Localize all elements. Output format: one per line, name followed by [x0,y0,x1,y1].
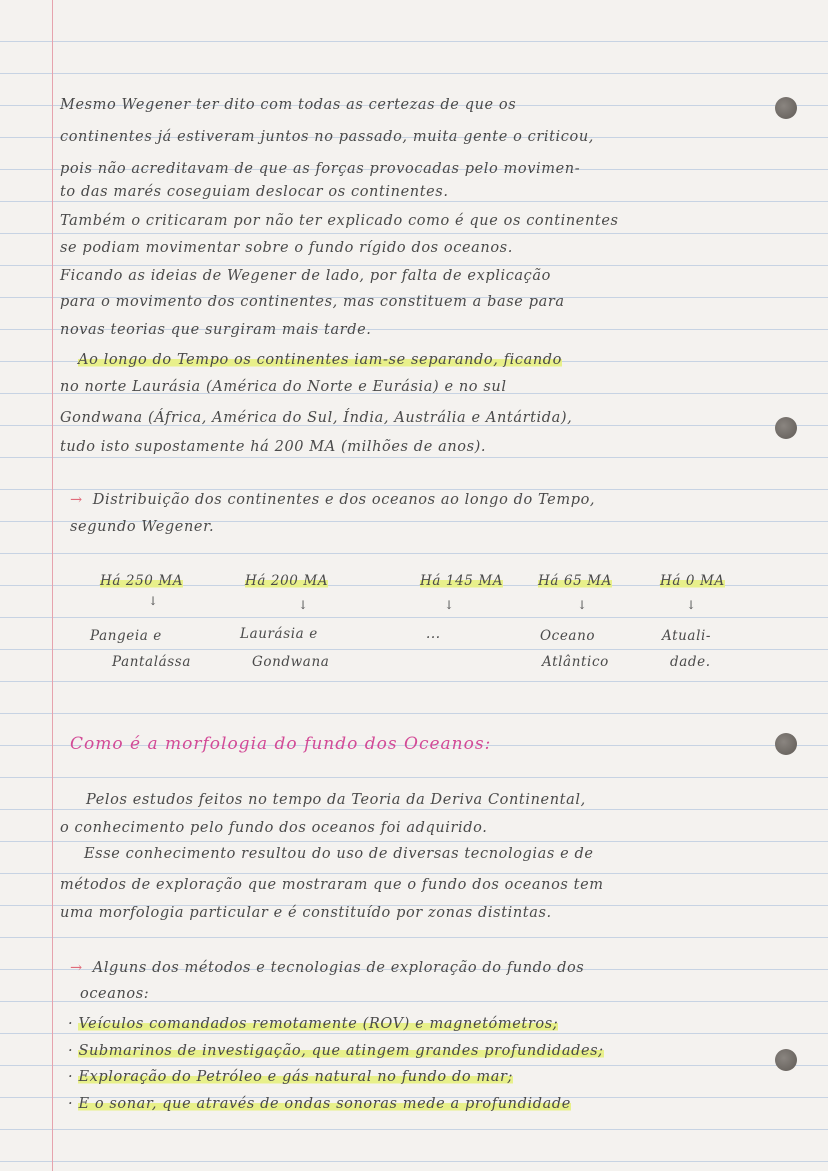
arrow-icon: → [70,960,83,976]
text-line: se podiam movimentar sobre o fundo rígido dos oceanos. [60,240,513,256]
timeline-header: Há 200 MA [245,573,329,589]
text-line: to das marés coseguiam deslocar os continentes. [60,184,449,200]
bullet-icon: · [68,1016,74,1032]
arrow-icon: → [70,492,83,508]
text-line: Ficando as ideias de Wegener de lado, por falta de explicação [60,268,551,284]
down-arrow-icon: ↓ [686,598,697,612]
down-arrow-icon: ↓ [577,598,588,612]
text-line: Mesmo Wegener ter dito com todas as certezas de que os [60,97,517,113]
list-item: · E o sonar, que através de ondas sonoras mede a profundidade [68,1096,571,1112]
timeline-item: dade. [670,654,711,670]
timeline-item: Pantalássa [112,654,191,670]
text-line: Gondwana (África, América do Sul, Índia, Austrália e Antártida), [60,410,573,426]
text-line: Também o criticaram por não ter explicado como é que os continentes [60,213,619,229]
timeline-item: Oceano [540,628,596,644]
down-arrow-icon: ↓ [148,594,159,608]
timeline-item: Atlântico [542,654,609,670]
timeline-item: Pangeia e [90,628,162,644]
text-line: oceanos: [80,986,150,1002]
timeline-item: Gondwana [252,654,330,670]
bullet-icon: · [68,1069,74,1085]
timeline-header: Há 145 MA [420,573,504,589]
text-line: no norte Laurásia (América do Norte e Eurásia) e no sul [60,379,507,395]
bullet-icon: · [68,1096,74,1112]
punch-hole [775,417,797,439]
timeline-header: Há 65 MA [538,573,612,589]
text-line: uma morfologia particular e é constituído por zonas distintas. [60,905,552,921]
punch-hole [775,97,797,119]
text-line: continentes já estiveram juntos no passado, muita gente o criticou, [60,129,594,145]
section-intro: → Alguns dos métodos e tecnologias de exploração do fundo dos [70,960,585,976]
list-item: · Veículos comandados remotamente (ROV) e magnetómetros; [68,1016,559,1032]
timeline-item: Atuali- [662,628,712,644]
text-line: segundo Wegener. [70,519,215,535]
margin-line [52,0,53,1171]
down-arrow-icon: ↓ [298,598,309,612]
punch-hole [775,1049,797,1071]
punch-hole [775,733,797,755]
text-line: tudo isto supostamente há 200 MA (milhões de anos). [60,439,487,455]
section-intro: → Distribuição dos continentes e dos oceanos ao longo do Tempo, [70,492,596,508]
text-line: pois não acreditavam de que as forças provocadas pelo movimen- [60,161,581,177]
section-heading: Como é a morfologia do fundo dos Oceanos: [70,734,492,754]
text-line: Esse conhecimento resultou do uso de diversas tecnologias e de [84,846,594,862]
timeline-header: Há 250 MA [100,573,184,589]
text-line: para o movimento dos continentes, mas constituem a base para [60,294,565,310]
text-line: o conhecimento pelo fundo dos oceanos foi adquirido. [60,820,488,836]
text-line: Pelos estudos feitos no tempo da Teoria da Deriva Continental, [86,792,586,808]
down-arrow-icon: ↓ [444,598,455,612]
bullet-icon: · [68,1043,74,1059]
text-line: métodos de exploração que mostraram que o fundo dos oceanos tem [60,877,604,893]
text-line: novas teorias que surgiram mais tarde. [60,322,372,338]
timeline-item: ... [426,626,441,642]
list-item: · Exploração do Petróleo e gás natural no fundo do mar; [68,1069,513,1085]
list-item: · Submarinos de investigação, que atingem grandes profundidades; [68,1043,604,1059]
timeline-header: Há 0 MA [660,573,725,589]
text-line: Ao longo do Tempo os continentes iam-se separando, ficando [78,352,562,368]
timeline-item: Laurásia e [240,626,318,642]
